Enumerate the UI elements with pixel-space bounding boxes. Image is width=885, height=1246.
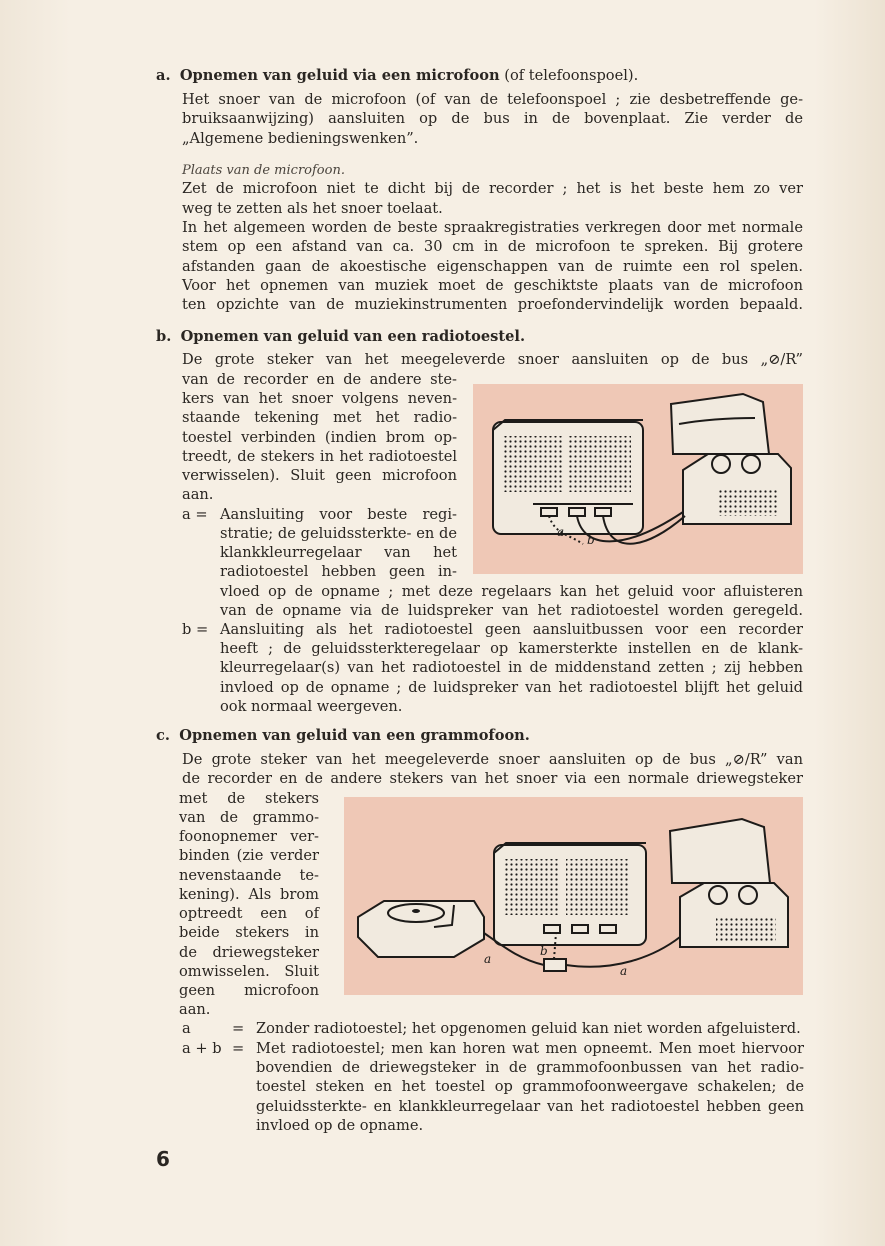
figure-c-label-a-right: a	[620, 964, 628, 978]
section-b-item-b-line: Aansluiting als het radiotoestel geen aansluitbussen voor een recorder	[220, 621, 803, 638]
section-c-item-a-label: a	[182, 1020, 191, 1037]
section-c-marker: c.	[156, 727, 170, 744]
section-b-item-a-line: vloed op de opname ; met deze regelaars kan het geluid voor afluisteren	[220, 583, 803, 600]
section-c-line: omwisselen. Sluit	[179, 963, 319, 980]
section-a-line: Voor het opnemen van muziek moet de geschiktste plaats van de microfoon	[182, 277, 803, 294]
section-b-item-a-line: radiotoestel hebben geen in-	[220, 563, 457, 580]
section-c-item-ab-line: invloed op de opname.	[256, 1117, 424, 1134]
section-c-line: met de stekers	[179, 790, 319, 807]
section-a-line: stem op een afstand van ca. 30 cm in de microfoon te spreken. Bij grotere	[182, 238, 803, 255]
section-c-line: beide stekers in	[179, 924, 319, 941]
section-c-item-ab-line: Met radiotoestel; men kan horen wat men opneemt. Men moet hiervoor	[256, 1040, 804, 1057]
section-a-line: In het algemeen worden de beste spraakregistraties verkregen door met normale	[182, 219, 803, 236]
section-c-title: Opnemen van geluid van een grammofoon.	[179, 727, 530, 744]
section-a-title: Opnemen van geluid via een microfoon	[179, 67, 500, 84]
section-c-heading	[156, 726, 530, 746]
section-c-item-ab-line: bovendien de driewegsteker in de grammofoonbussen van het radio-	[256, 1059, 804, 1076]
section-b-line: toestel verbinden (indien brom op-	[182, 429, 457, 446]
section-b-item-a-line: van de opname via de luidspreker van het radiotoestel worden geregeld.	[220, 602, 803, 619]
section-c-intro: de recorder en de andere stekers van het snoer via een normale driewegsteker	[182, 770, 803, 787]
section-b-line: aan.	[182, 486, 214, 503]
three-way-plug	[544, 959, 566, 971]
section-b-line: treedt, de stekers in het radiotoestel	[182, 448, 457, 465]
section-c-item-ab-line: geluidssterkte- en klankkleurregelaar van het radiotoestel hebben geen	[256, 1098, 804, 1115]
section-b-line: kers van het snoer volgens neven-	[182, 390, 457, 407]
section-c-line: nevenstaande te-	[179, 867, 319, 884]
section-b-title: Opnemen van geluid van een radiotoestel.	[180, 328, 526, 345]
section-b-item-a-line: stratie; de geluidssterkte- en de	[220, 525, 457, 542]
section-c-item-ab-label: a + b	[182, 1040, 222, 1057]
section-a-marker: a.	[156, 67, 171, 84]
section-b-item-b-line: kleurregelaar(s) van het radiotoestel in de middenstand zetten ; zij hebben	[220, 659, 803, 676]
section-c-line: optreedt een of	[179, 905, 319, 922]
recorder-lid	[671, 394, 769, 454]
section-c-item-ab-line: toestel steken en het toestel op grammofoonweergave schakelen; de	[256, 1078, 804, 1095]
section-b-item-b-line: heeft ; de geluidssterkteregelaar op kamersterkte instellen en de klank-	[220, 640, 803, 657]
section-b-marker: b.	[156, 328, 172, 345]
page-number: 6	[156, 1147, 170, 1171]
section-b-item-a-label: a =	[182, 506, 208, 523]
section-b-item-a-line: klankkleurregelaar van het	[220, 544, 457, 561]
gramophone-connection-illustration	[344, 797, 803, 995]
figure-b-label-b: b	[587, 533, 595, 547]
section-c-line: aan.	[179, 1001, 211, 1018]
recorder-lid	[670, 819, 770, 883]
section-c-intro: De grote steker van het meegeleverde snoer aansluiten op de bus „⊘/R” van	[182, 751, 803, 768]
section-c-item-a-eq: =	[232, 1020, 245, 1037]
section-c-line: kening). Als brom	[179, 886, 319, 903]
section-b-line: verwisselen). Sluit geen microfoon	[182, 467, 457, 484]
section-c-line: van de grammo-	[179, 809, 319, 826]
section-a-heading	[156, 66, 638, 86]
section-a-subheading: Plaats van de microfoon.	[182, 163, 345, 178]
section-a-line: afstanden gaan de akoestische eigenschappen van de ruimte een rol spelen.	[182, 258, 803, 275]
section-c-line: foonopnemer ver-	[179, 828, 319, 845]
section-a-line: bruiksaanwijzing) aansluiten op de bus in de bovenplaat. Zie verder de	[182, 110, 803, 127]
section-a-title-suffix: (of telefoonspoel).	[499, 67, 639, 84]
section-a-line: Het snoer van de microfoon (of van de telefoonspoel ; zie desbetreffende ge-	[182, 91, 803, 108]
section-a-line: Zet de microfoon niet te dicht bij de recorder ; het is het beste hem zo ver	[182, 180, 803, 197]
section-b-item-b-line: ook normaal weergeven.	[220, 698, 403, 715]
section-c-item-ab-eq: =	[232, 1040, 245, 1057]
section-b-item-a-line: Aansluiting voor beste regi-	[220, 506, 457, 523]
section-b-item-b-line: invloed op de opname ; de luidspreker van het radiotoestel blijft het geluid	[220, 679, 803, 696]
figure-b-label-a: a	[557, 525, 565, 539]
section-c-item-a-text: Zonder radiotoestel; het opgenomen geluid kan niet worden afgeluisterd.	[256, 1020, 801, 1037]
section-c-line: binden (zie verder	[179, 847, 319, 864]
section-a-line: weg te zetten als het snoer toelaat.	[182, 200, 443, 217]
section-c-line: geen microfoon	[179, 982, 319, 999]
section-b-line: staande tekening met het radio-	[182, 409, 457, 426]
section-b-heading	[156, 327, 525, 347]
section-b-line: van de recorder en de andere ste-	[182, 371, 457, 388]
figure-c-label-a: a	[484, 952, 492, 966]
section-b-intro: De grote steker van het meegeleverde snoer aansluiten op de bus „⊘/R”	[182, 351, 803, 368]
radio-connection-illustration	[473, 384, 803, 574]
section-a-line: ten opzichte van de muziekinstrumenten proefondervindelijk worden bepaald.	[182, 296, 803, 313]
figure-c-label-b: b	[540, 944, 548, 958]
section-b-item-b-label: b =	[182, 621, 209, 638]
section-c-line: de driewegsteker	[179, 944, 319, 961]
section-a-line: „Algemene bedieningswenken”.	[182, 130, 419, 147]
